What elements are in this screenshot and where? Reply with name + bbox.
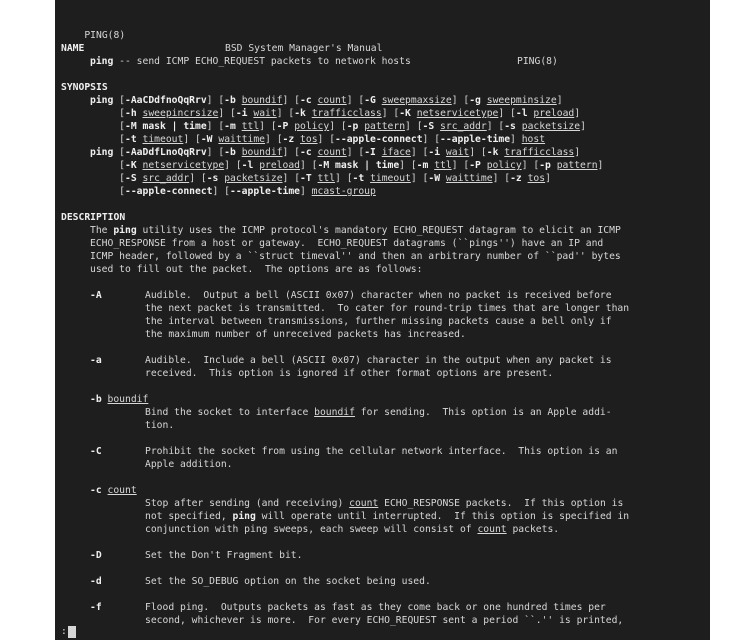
text-segment: ] [ bbox=[206, 147, 225, 158]
bold-text: -f bbox=[90, 602, 102, 613]
bold-text: -K bbox=[399, 108, 411, 119]
bold-text: -c bbox=[300, 147, 312, 158]
option-text-line bbox=[145, 315, 612, 328]
synopsis-line bbox=[90, 120, 586, 133]
underlined-arg: tos bbox=[300, 134, 318, 145]
text-segment: ] [ bbox=[492, 173, 511, 184]
option-text-line bbox=[145, 575, 431, 588]
bold-text: --apple-time bbox=[230, 186, 300, 197]
text-segment: received. This option is ignored if other format options are present. bbox=[145, 368, 554, 379]
text-cursor bbox=[68, 626, 76, 638]
option-text-line bbox=[145, 458, 233, 471]
description-heading: DESCRIPTION bbox=[61, 212, 126, 223]
text-segment: ECHO_RESPONSE from a host or gateway. ECHO_REQUEST datagrams (``pings'') have an IP and bbox=[90, 238, 604, 249]
underlined-arg: count bbox=[317, 147, 347, 158]
text-segment: ] bbox=[580, 121, 586, 132]
underlined-arg: packetsize bbox=[521, 121, 581, 132]
text-segment: The bbox=[90, 225, 114, 236]
bold-text: -c bbox=[300, 95, 312, 106]
underlined-arg: sweepincrsize bbox=[142, 108, 219, 119]
text-segment: ] bbox=[556, 95, 563, 106]
text-segment: will operate until interrupted. If this option is specified in bbox=[255, 511, 630, 522]
bold-text: -A bbox=[90, 290, 102, 301]
underlined-arg: trafficclass bbox=[504, 147, 575, 158]
bold-text: ping bbox=[90, 95, 114, 106]
bold-text: -a bbox=[90, 355, 102, 366]
text-segment: ] [ bbox=[451, 160, 470, 171]
bold-text: --apple-connect bbox=[335, 134, 423, 145]
text-segment: Audible. Include a bell (ASCII 0x07) character in the output when any packet is bbox=[145, 355, 612, 366]
bold-text: -z bbox=[282, 134, 295, 145]
text-segment: ] [ bbox=[399, 160, 417, 171]
bold-text: -b bbox=[90, 394, 102, 405]
underlined-arg: count bbox=[317, 95, 347, 106]
text-segment: ] [ bbox=[282, 147, 301, 158]
synopsis-line bbox=[90, 159, 603, 172]
text-segment: the next packet is transmitted. To cater for round-trip times that are longer than bbox=[145, 303, 630, 314]
bold-text: -b bbox=[224, 147, 236, 158]
description-line bbox=[90, 237, 603, 250]
text-segment: Stop after sending (and receiving) bbox=[145, 498, 350, 509]
underlined-arg: iface bbox=[381, 147, 411, 158]
text-segment: ] [ bbox=[346, 95, 365, 106]
option-text-line bbox=[145, 523, 559, 536]
description-line bbox=[90, 263, 422, 276]
name-command: ping bbox=[90, 56, 114, 67]
option-text-line bbox=[145, 302, 629, 315]
bold-text: -S bbox=[125, 173, 137, 184]
underlined-arg: preload bbox=[259, 160, 301, 171]
bold-text: -P bbox=[276, 121, 289, 132]
text-segment: used to fill out the packet. The options are as follows: bbox=[90, 264, 423, 275]
text-segment: not specified, bbox=[145, 511, 233, 522]
text-segment: [ bbox=[90, 108, 125, 119]
text-segment: ] [ bbox=[486, 121, 505, 132]
bold-text: -m bbox=[416, 160, 429, 171]
text-segment: ] [ bbox=[259, 121, 277, 132]
text-segment: ] [ bbox=[183, 134, 201, 145]
underlined-arg: pattern bbox=[556, 160, 598, 171]
bold-text: -k bbox=[486, 147, 499, 158]
text-segment: ] [ bbox=[451, 95, 470, 106]
option-text-line bbox=[145, 510, 629, 523]
underlined-arg: tos bbox=[527, 173, 546, 184]
text-segment: Apple addition. bbox=[145, 459, 233, 470]
bold-text: -AaDdfLnoQqRrv bbox=[125, 147, 207, 158]
bold-text: -d bbox=[90, 576, 102, 587]
text-segment: ] bbox=[574, 108, 581, 119]
option-flag bbox=[90, 354, 102, 367]
bold-text: -s bbox=[206, 173, 219, 184]
option-text-line bbox=[145, 328, 466, 341]
text-segment: ] [ bbox=[498, 108, 516, 119]
underlined-arg: policy bbox=[294, 121, 330, 132]
text-segment: [ bbox=[90, 186, 125, 197]
bold-text: ping bbox=[232, 511, 256, 522]
synopsis-line bbox=[90, 133, 545, 146]
text-segment: ] bbox=[597, 160, 604, 171]
text-segment: the maximum number of unreceived packets has increased. bbox=[145, 329, 466, 340]
bold-text: -l bbox=[241, 160, 254, 171]
option-text-line bbox=[145, 419, 174, 432]
bold-text: -p bbox=[539, 160, 551, 171]
text-segment: ] [ bbox=[381, 108, 400, 119]
bold-text: -p bbox=[346, 121, 359, 132]
text-segment: utility uses the ICMP protocol's mandatory ECHO_REQUEST datagram to elicit an ICMP bbox=[136, 225, 621, 236]
text-segment: ] [ bbox=[410, 173, 429, 184]
name-heading: NAME bbox=[61, 43, 85, 54]
option-text-line bbox=[145, 601, 606, 614]
bold-text: --apple-connect bbox=[125, 186, 213, 197]
text-segment: Set the Don't Fragment bit. bbox=[145, 550, 303, 561]
underlined-arg: mcast-group bbox=[311, 186, 376, 197]
bold-text: -g bbox=[469, 95, 481, 106]
text-segment: ] [ bbox=[282, 95, 301, 106]
option-text-line bbox=[145, 549, 302, 562]
bold-text: -C bbox=[90, 446, 102, 457]
underlined-arg: src_addr bbox=[440, 121, 487, 132]
bold-text: -D bbox=[90, 550, 102, 561]
bold-text: -K bbox=[125, 160, 137, 171]
bold-text: ping bbox=[113, 225, 137, 236]
underlined-arg: ttl bbox=[241, 121, 260, 132]
bold-text: -I bbox=[364, 147, 376, 158]
option-flag bbox=[90, 484, 137, 497]
text-segment: ] [ bbox=[265, 134, 283, 145]
text-segment: [ bbox=[90, 134, 125, 145]
bold-text: -s bbox=[504, 121, 516, 132]
text-segment: ] [ bbox=[521, 160, 540, 171]
text-segment: Audible. Output a bell (ASCII 0x07) character when no packet is received before bbox=[145, 290, 612, 301]
text-segment: [ bbox=[90, 121, 125, 132]
bold-text: -c bbox=[90, 485, 102, 496]
text-segment: ] [ bbox=[206, 121, 225, 132]
underlined-arg: wait bbox=[445, 147, 470, 158]
option-flag bbox=[90, 601, 102, 614]
text-segment: ] bbox=[574, 147, 581, 158]
text-segment: ] [ bbox=[276, 108, 295, 119]
text-segment: [ bbox=[113, 147, 126, 158]
underlined-arg: ttl bbox=[317, 173, 336, 184]
synopsis-heading: SYNOPSIS bbox=[61, 82, 108, 93]
text-segment: conjunction with ping sweeps, each sweep will consist of bbox=[145, 524, 478, 535]
text-segment: [ bbox=[90, 160, 125, 171]
text-segment: ] [ bbox=[212, 186, 230, 197]
bold-text: -m bbox=[224, 121, 236, 132]
text-segment: [ bbox=[90, 173, 125, 184]
text-segment: ] [ bbox=[317, 134, 336, 145]
text-segment: ] [ bbox=[422, 134, 441, 145]
underlined-arg: host bbox=[521, 134, 546, 145]
man-header bbox=[61, 16, 704, 81]
synopsis-line bbox=[90, 172, 551, 185]
text-segment: ] [ bbox=[346, 147, 365, 158]
text-segment: Bind the socket to interface bbox=[145, 407, 315, 418]
underlined-arg: netservicetype bbox=[416, 108, 499, 119]
bold-text: -t bbox=[125, 134, 137, 145]
bold-text: -M mask | time bbox=[317, 160, 400, 171]
underlined-arg: count bbox=[477, 524, 507, 535]
text-segment: ] [ bbox=[224, 160, 242, 171]
text-segment: tion. bbox=[145, 420, 175, 431]
underlined-arg: ttl bbox=[434, 160, 452, 171]
text-segment: ] [ bbox=[405, 121, 423, 132]
underlined-arg: wait bbox=[253, 108, 277, 119]
text-segment: ] [ bbox=[282, 173, 301, 184]
text-segment: [ bbox=[113, 95, 126, 106]
underlined-arg: policy bbox=[486, 160, 522, 171]
underlined-arg: sweepmaxsize bbox=[381, 95, 452, 106]
bold-text: -W bbox=[428, 173, 441, 184]
text-segment: ICMP header, followed by a ``struct timeval'' and then an arbitrary number of ``pad'' bytes bbox=[90, 251, 621, 262]
underlined-arg: count bbox=[349, 498, 379, 509]
text-segment: ] [ bbox=[300, 160, 318, 171]
text-segment: ] [ bbox=[189, 173, 207, 184]
bold-text: -t bbox=[352, 173, 365, 184]
text-segment: for sending. This option is an Apple addi- bbox=[354, 407, 612, 418]
bold-text: -T bbox=[300, 173, 312, 184]
description-line bbox=[90, 224, 621, 237]
underlined-arg: sweepminsize bbox=[486, 95, 557, 106]
underlined-arg: waittime bbox=[445, 173, 493, 184]
underlined-arg: boundif bbox=[314, 407, 355, 418]
bold-text: -b bbox=[224, 95, 236, 106]
text-segment: packets. bbox=[506, 524, 560, 535]
text-segment: the interval between transmissions, further missing packets cause a bell only if bbox=[145, 316, 612, 327]
underlined-arg: netservicetype bbox=[142, 160, 225, 171]
synopsis-line bbox=[90, 185, 376, 198]
text-segment: second, whichever is more. For every ECHO_REQUEST sent a period ``.'' is printed, bbox=[145, 615, 624, 626]
option-text-line bbox=[145, 406, 612, 419]
bold-text: -P bbox=[469, 160, 481, 171]
text-segment: ] bbox=[300, 186, 312, 197]
terminal-window[interactable] bbox=[55, 0, 710, 640]
option-text-line bbox=[145, 354, 612, 367]
underlined-arg: timeout bbox=[370, 173, 411, 184]
underlined-arg: boundif bbox=[241, 95, 283, 106]
option-flag bbox=[90, 289, 102, 302]
underlined-arg: src_addr bbox=[142, 173, 190, 184]
name-description: -- send ICMP ECHO_REQUEST packets to network hosts bbox=[113, 56, 411, 67]
bold-text: -W bbox=[200, 134, 213, 145]
underlined-arg: boundif bbox=[107, 394, 149, 405]
underlined-arg: preload bbox=[533, 108, 575, 119]
bold-text: -h bbox=[125, 108, 137, 119]
underlined-arg: packetsize bbox=[224, 173, 283, 184]
header-right: PING(8) bbox=[517, 56, 558, 67]
option-flag bbox=[90, 575, 102, 588]
text-segment: ECHO_RESPONSE packets. If this option is bbox=[378, 498, 624, 509]
header-left: PING(8) bbox=[84, 30, 126, 41]
bold-text: -AaCDdfnoQqRrv bbox=[125, 95, 207, 106]
pager-prompt: : bbox=[61, 626, 67, 637]
synopsis-line bbox=[90, 94, 563, 107]
underlined-arg: waittime bbox=[218, 134, 266, 145]
underlined-arg: count bbox=[107, 485, 137, 496]
bold-text: -z bbox=[510, 173, 522, 184]
underlined-arg: trafficclass bbox=[311, 108, 382, 119]
name-line bbox=[90, 55, 411, 68]
synopsis-line bbox=[90, 107, 580, 120]
text-segment: Flood ping. Outputs packets as fast as they come back or one hundred times per bbox=[145, 602, 606, 613]
bold-text: -l bbox=[515, 108, 528, 119]
synopsis-line bbox=[90, 146, 580, 159]
text-segment: ] [ bbox=[329, 121, 347, 132]
bold-text: ping bbox=[90, 147, 114, 158]
text-segment: ] bbox=[510, 134, 522, 145]
header-center: BSD System Manager's Manual bbox=[225, 43, 383, 54]
text-segment: ] [ bbox=[335, 173, 353, 184]
underlined-arg: pattern bbox=[364, 121, 406, 132]
text-segment: ] bbox=[545, 173, 551, 184]
text-segment: ] [ bbox=[218, 108, 236, 119]
text-segment: ] [ bbox=[206, 95, 225, 106]
option-flag bbox=[90, 549, 102, 562]
bold-text: -S bbox=[422, 121, 435, 132]
option-text-line bbox=[145, 497, 623, 510]
bold-text: -G bbox=[364, 95, 376, 106]
text-segment: Prohibit the socket from using the cellular network interface. This option is an bbox=[145, 446, 618, 457]
bold-text: -i bbox=[235, 108, 248, 119]
description-line bbox=[90, 250, 621, 263]
underlined-arg: boundif bbox=[241, 147, 283, 158]
option-flag bbox=[90, 393, 148, 406]
option-text-line bbox=[145, 445, 617, 458]
bold-text: -i bbox=[428, 147, 441, 158]
option-text-line bbox=[145, 614, 623, 627]
text-segment: ] [ bbox=[410, 147, 429, 158]
bold-text: -k bbox=[294, 108, 306, 119]
option-text-line bbox=[145, 367, 553, 380]
bold-text: -M mask | time bbox=[125, 121, 207, 132]
option-text-line bbox=[145, 289, 612, 302]
bold-text: --apple-time bbox=[440, 134, 511, 145]
text-segment: Set the SO_DEBUG option on the socket being used. bbox=[145, 576, 431, 587]
option-flag bbox=[90, 445, 102, 458]
text-segment: ] [ bbox=[469, 147, 487, 158]
underlined-arg: timeout bbox=[142, 134, 184, 145]
